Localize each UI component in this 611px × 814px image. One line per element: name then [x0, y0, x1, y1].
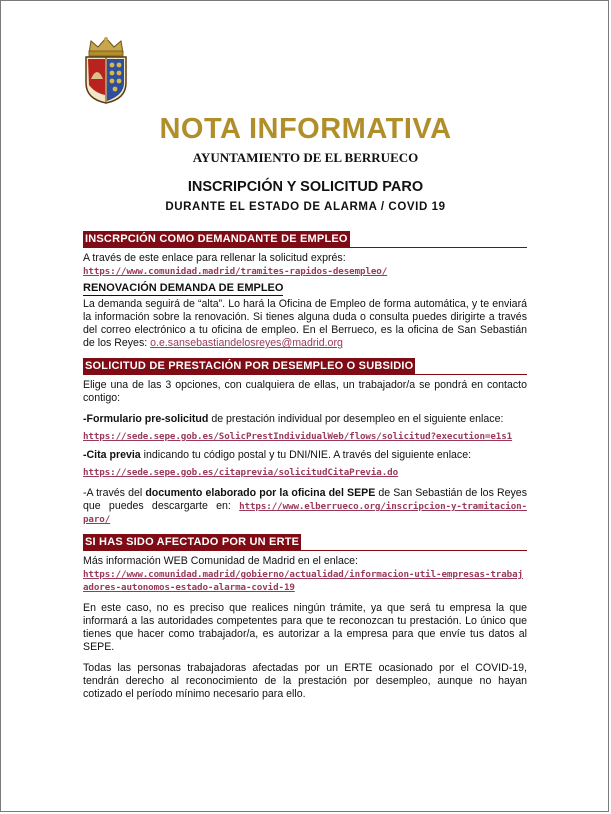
paragraph-erte-2: Todas las personas trabajadoras afectadas por un ERTE ocasionado por el COVID-19, tendrán derecho al reconocimiento de la prestación por desempleo, aunque no hayan cotizado el período mínimo necesario para ello. — [83, 662, 527, 700]
paragraph-renovacion — [83, 298, 527, 350]
option-documento — [83, 487, 527, 526]
organization-name: AYUNTAMIENTO DE EL BERRUECO — [192, 150, 419, 165]
option-text: de San Sebastián de los Reyes que puedes descargarte en: — [83, 487, 527, 512]
option-lead: -Cita previa — [83, 449, 141, 461]
section-title: SI HAS SIDO AFECTADO POR UN ERTE — [85, 536, 300, 548]
option-formulario — [83, 413, 527, 426]
option-lead: -Formulario pre-solicitud — [83, 413, 209, 425]
option-text: indicando tu código postal y tu DNI/NIE. A través del siguiente enlace: — [140, 449, 472, 461]
option-lead: documento elaborado por la oficina del SEPE — [145, 487, 376, 499]
link-formulario-sepe[interactable]: https://sede.sepe.gob.es/SolicPrestIndividualWeb/flows/solicitud?execution=e1s1 — [83, 431, 513, 442]
link-cita-previa[interactable]: https://sede.sepe.gob.es/citaprevia/solicitudCitaPrevia.do — [83, 467, 399, 478]
option-text: de prestación individual por desempleo en el siguiente enlace: — [208, 413, 504, 425]
document-heading: INSCRIPCIÓN Y SOLICITUD PARO — [187, 179, 424, 195]
document-subheading: DURANTE EL ESTADO DE ALARMA / COVID 19 — [165, 201, 446, 213]
email-link[interactable]: o.e.sansebastiandelosreyes@madrid.org — [150, 337, 343, 349]
document-body — [83, 231, 527, 701]
section-header-prestacion — [83, 358, 527, 375]
document-title: NOTA INFORMATIVA — [159, 113, 452, 145]
section-header-inscripcion — [83, 231, 527, 248]
section-header-erte — [83, 534, 527, 551]
paragraph: Más información WEB Comunidad de Madrid en el enlace: — [83, 555, 358, 567]
paragraph-erte-1: En este caso, no es preciso que realices ningún trámite, ya que será tu empresa la que informará a las autoridades competentes para que te reconozcan tu prestación. Lo único que tienes que hacer como trabajador/a, es autorizar a la empresa para que envíe tus datos al SEPE. — [83, 602, 527, 653]
link-tramites-desempleo[interactable]: https://www.comunidad.madrid/tramites-rapidos-desempleo/ — [83, 266, 388, 277]
subsection-title-renovacion: RENOVACIÓN DEMANDA DE EMPLEO — [83, 282, 284, 294]
section-title: SOLICITUD DE PRESTACIÓN POR DESEMPLEO O SUBSIDIO — [85, 360, 414, 372]
option-cita-previa — [83, 449, 527, 462]
section-title: INSCRPCIÓN COMO DEMANDANTE DE EMPLEO — [85, 233, 348, 245]
paragraph: Elige una de las 3 opciones, con cualquiera de ellas, un trabajador/a se pondrá en contacto contigo: — [83, 379, 527, 404]
link-comunidad-madrid-erte[interactable]: https://www.comunidad.madrid/gobierno/actualidad/informacion-util-empresas-trabajadores-autonomos-estado-alarma-covid-19 — [83, 569, 523, 593]
link-elberrueco[interactable]: https://www.elberrueco.org/inscripcion-y-tramitacion-paro/ — [83, 501, 527, 525]
paragraph: A través de este enlace para rellenar la solicitud exprés: — [83, 252, 346, 264]
paragraph-text: La demanda seguirá de “alta”. Lo hará la Oficina de Empleo de forma automática, y te enviará la información sobre la renovación. Si tienes alguna duda o consulta puedes dirigirte a través del correo electrónico a tu oficina de empleo. En el Berrueco, es la oficina de San Sebastián de los Reyes: — [83, 298, 527, 349]
municipal-coat-of-arms-icon — [81, 35, 131, 105]
option-text: -A través del — [83, 487, 146, 499]
